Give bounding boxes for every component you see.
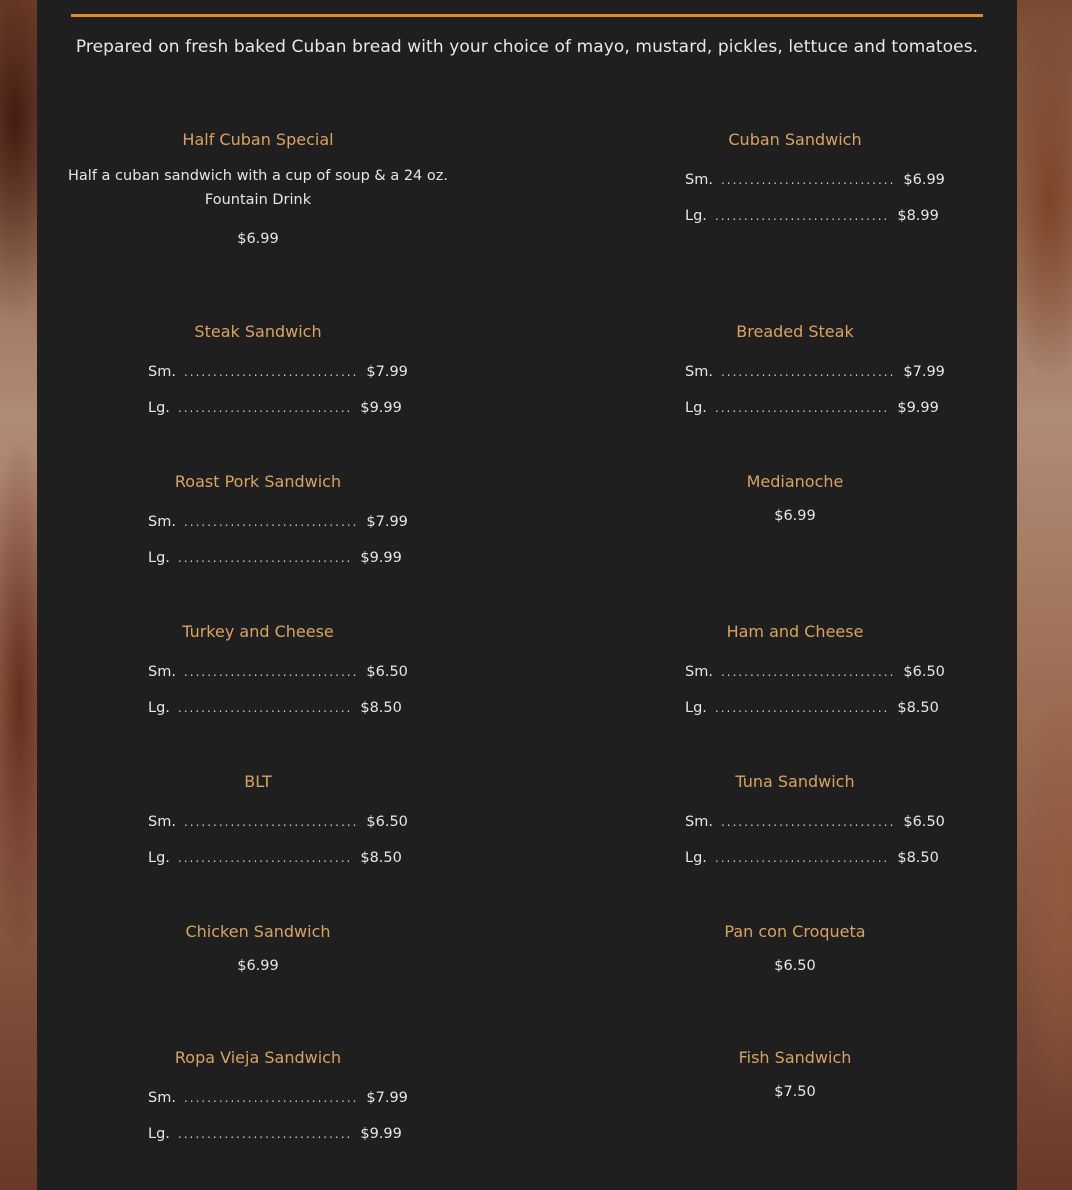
item-name: Ham and Cheese [726, 622, 864, 641]
item-description: Half a cuban sandwich with a cup of soup & a 24 oz. Fountain Drink [68, 168, 448, 208]
size-label: Sm. [148, 514, 176, 530]
menu-item-fish-sandwich [585, 1047, 1005, 1102]
dot-leader: .............................. [720, 365, 896, 379]
item-name: Steak Sandwich [194, 322, 322, 341]
size-label: Lg. [685, 850, 707, 866]
menu-item-tuna-sandwich [585, 771, 1005, 868]
size-label: Lg. [685, 208, 707, 224]
size-price: $6.99 [903, 172, 945, 188]
size-label: Lg. [148, 400, 170, 416]
price-row-large [148, 1124, 402, 1144]
price-row-large [148, 698, 402, 718]
menu-item-half-cuban-special [48, 129, 468, 249]
menu-item-blt [48, 771, 468, 868]
size-label: Sm. [685, 814, 713, 830]
size-price: $6.50 [903, 664, 945, 680]
item-name: Turkey and Cheese [182, 622, 334, 641]
size-price: $8.50 [360, 850, 402, 866]
item-name: Ropa Vieja Sandwich [174, 1048, 342, 1067]
size-label: Lg. [148, 1126, 170, 1142]
item-name: Cuban Sandwich [728, 130, 862, 149]
menu-panel [37, 0, 1017, 1190]
dot-leader: .............................. [183, 815, 359, 829]
dot-leader: .............................. [177, 851, 353, 865]
size-price: $6.50 [903, 814, 945, 830]
dot-leader: .............................. [720, 173, 896, 187]
size-label: Sm. [148, 1090, 176, 1106]
size-price: $9.99 [897, 400, 939, 416]
price-row-large [685, 698, 939, 718]
price-row-small [148, 662, 408, 682]
size-price: $7.99 [903, 364, 945, 380]
size-price: $9.99 [360, 400, 402, 416]
dot-leader: .............................. [720, 665, 896, 679]
item-name: Half Cuban Special [182, 130, 334, 149]
item-name: Tuna Sandwich [735, 772, 855, 791]
price-row-small [148, 1088, 408, 1108]
price-row-small [685, 170, 945, 190]
menu-item-chicken-sandwich [48, 921, 468, 976]
size-price: $6.50 [366, 664, 408, 680]
size-price: $6.50 [366, 814, 408, 830]
dot-leader: .............................. [714, 209, 890, 223]
size-label: Lg. [148, 550, 170, 566]
size-price: $8.50 [897, 700, 939, 716]
dot-leader: .............................. [714, 401, 890, 415]
price-row-large [685, 398, 939, 418]
dot-leader: .............................. [714, 851, 890, 865]
menu-item-cuban-sandwich [585, 129, 1005, 226]
size-label: Lg. [685, 400, 707, 416]
item-name: Medianoche [746, 472, 844, 491]
item-name: Breaded Steak [736, 322, 854, 341]
price-row-large [148, 548, 402, 568]
dot-leader: .............................. [183, 365, 359, 379]
price-row-small [685, 812, 945, 832]
header-divider [71, 14, 983, 17]
item-price: $7.50 [774, 1084, 816, 1100]
menu-item-ham-and-cheese [585, 621, 1005, 718]
size-label: Lg. [148, 850, 170, 866]
dot-leader: .............................. [183, 515, 359, 529]
menu-item-steak-sandwich [48, 321, 468, 418]
size-price: $9.99 [360, 1126, 402, 1142]
item-price: $6.99 [237, 231, 279, 247]
size-label: Sm. [148, 664, 176, 680]
item-price: $6.50 [774, 958, 816, 974]
menu-item-medianoche [585, 471, 1005, 526]
size-label: Lg. [148, 700, 170, 716]
menu-item-pan-con-croqueta [585, 921, 1005, 976]
price-row-small [685, 362, 945, 382]
dot-leader: .............................. [183, 1091, 359, 1105]
price-row-large [685, 848, 939, 868]
size-price: $8.50 [897, 850, 939, 866]
price-row-large [148, 398, 402, 418]
item-price: $6.99 [237, 958, 279, 974]
dot-leader: .............................. [714, 701, 890, 715]
price-row-small [148, 812, 408, 832]
size-price: $7.99 [366, 514, 408, 530]
dot-leader: .............................. [177, 401, 353, 415]
price-row-small [148, 512, 408, 532]
menu-item-ropa-vieja-sandwich [48, 1047, 468, 1144]
price-row-small [148, 362, 408, 382]
item-name: Fish Sandwich [738, 1048, 852, 1067]
size-label: Sm. [685, 664, 713, 680]
size-price: $9.99 [360, 550, 402, 566]
size-price: $7.99 [366, 364, 408, 380]
size-label: Sm. [148, 814, 176, 830]
menu-item-roast-pork-sandwich [48, 471, 468, 568]
dot-leader: .............................. [177, 1127, 353, 1141]
item-name: BLT [244, 772, 272, 791]
size-label: Sm. [685, 364, 713, 380]
dot-leader: .............................. [183, 665, 359, 679]
item-name: Chicken Sandwich [185, 922, 331, 941]
size-label: Sm. [685, 172, 713, 188]
price-row-small [685, 662, 945, 682]
item-name: Roast Pork Sandwich [174, 472, 342, 491]
size-price: $8.99 [897, 208, 939, 224]
price-row-large [148, 848, 402, 868]
menu-item-breaded-steak [585, 321, 1005, 418]
item-name: Pan con Croqueta [724, 922, 866, 941]
size-label: Lg. [685, 700, 707, 716]
dot-leader: .............................. [177, 551, 353, 565]
size-price: $7.99 [366, 1090, 408, 1106]
dot-leader: .............................. [720, 815, 896, 829]
size-label: Sm. [148, 364, 176, 380]
size-price: $8.50 [360, 700, 402, 716]
item-price: $6.99 [774, 508, 816, 524]
menu-item-turkey-and-cheese [48, 621, 468, 718]
menu-intro: Prepared on fresh baked Cuban bread with your choice of mayo, mustard, pickles, lettuce and tomatoes. [75, 37, 979, 57]
dot-leader: .............................. [177, 701, 353, 715]
price-row-large [685, 206, 939, 226]
